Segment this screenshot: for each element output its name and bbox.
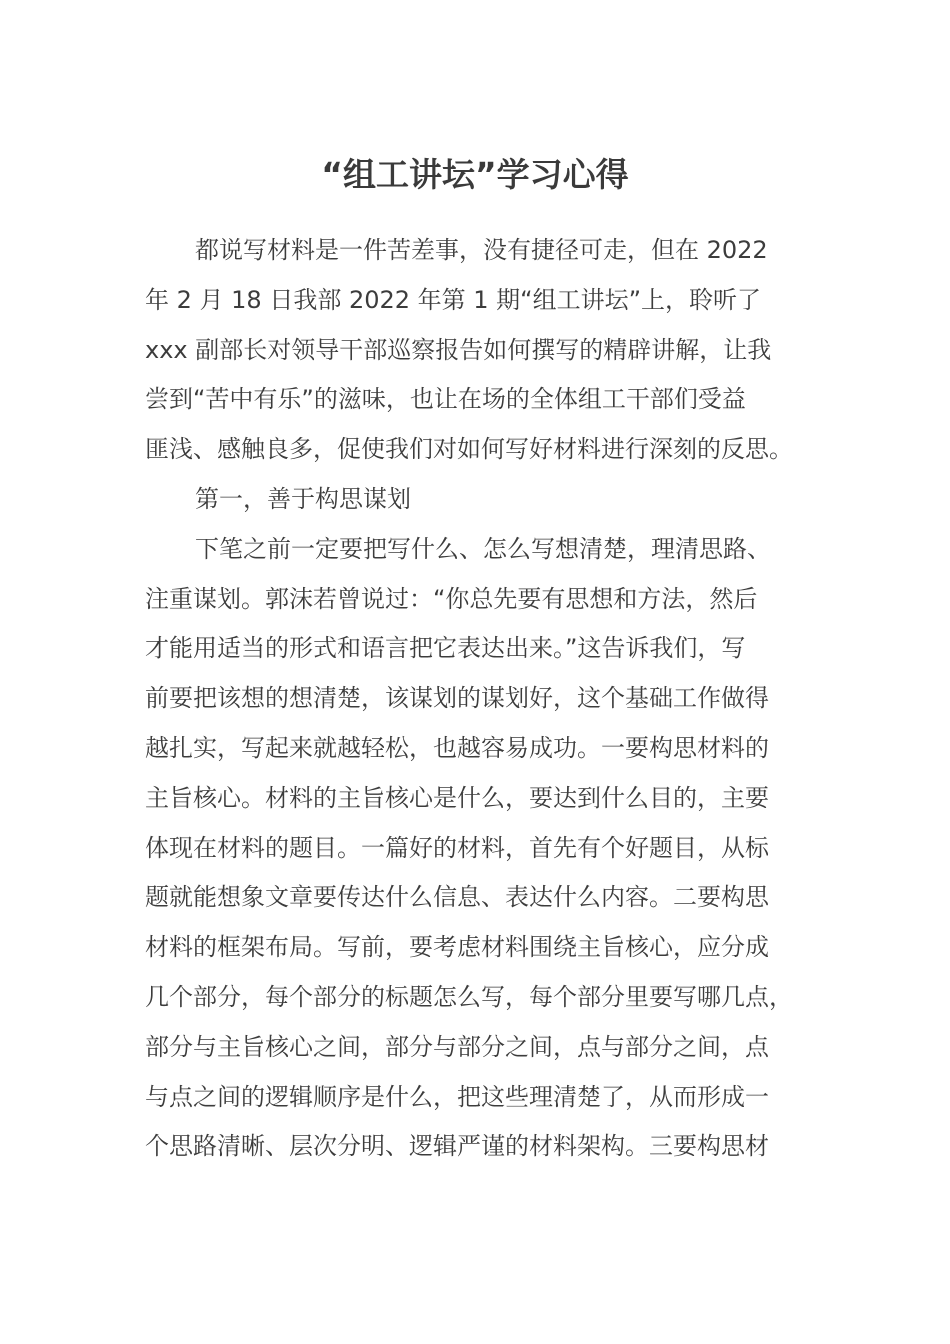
body-line: 下笔之前一定要把写什么、怎么写想清楚，理清思路、 bbox=[195, 534, 771, 563]
body-line: 个思路清晰、层次分明、逻辑严谨的材料架构。三要构思材 bbox=[145, 1132, 769, 1161]
body-line: xxx 副部长对领导干部巡察报告如何撰写的精辟讲解，让我 bbox=[145, 335, 772, 364]
body-line: 注重谋划。郭沫若曾说过：“你总先要有思想和方法，然后 bbox=[145, 584, 758, 613]
body-line: 都说写材料是一件苦差事，没有捷径可走，但在 2022 bbox=[195, 236, 768, 264]
body-line: 匪浅、感触良多，促使我们对如何写好材料进行深刻的反思。 bbox=[145, 435, 793, 464]
body-line: 才能用适当的形式和语言把它表达出来。”这告诉我们，写 bbox=[145, 634, 746, 663]
section-heading: 第一，善于构思谋划 bbox=[195, 484, 411, 513]
body-line: 几个部分，每个部分的标题怎么写，每个部分里要写哪几点， bbox=[145, 982, 793, 1011]
document-body bbox=[145, 226, 793, 1172]
body-line: 年 2 月 18 日我部 2022 年第 1 期“组工讲坛”上，聆听了 bbox=[145, 285, 762, 314]
body-line: 尝到“苦中有乐”的滋味，也让在场的全体组工干部们受益 bbox=[145, 385, 746, 414]
body-line: 前要把该想的想清楚，该谋划的谋划好，这个基础工作做得 bbox=[145, 684, 769, 713]
body-line: 与点之间的逻辑顺序是什么，把这些理清楚了，从而形成一 bbox=[145, 1082, 769, 1111]
body-line: 部分与主旨核心之间，部分与部分之间，点与部分之间，点 bbox=[145, 1032, 769, 1061]
body-line: 题就能想象文章要传达什么信息、表达什么内容。二要构思 bbox=[145, 883, 769, 912]
body-line: 越扎实，写起来就越轻松，也越容易成功。一要构思材料的 bbox=[145, 733, 769, 762]
body-line: 主旨核心。材料的主旨核心是什么，要达到什么目的，主要 bbox=[145, 783, 769, 812]
body-line: 材料的框架布局。写前，要考虑材料围绕主旨核心，应分成 bbox=[145, 933, 769, 962]
body-line: 体现在材料的题目。一篇好的材料，首先有个好题目，从标 bbox=[145, 833, 769, 862]
document-title: “组工讲坛”学习心得 bbox=[321, 155, 629, 194]
